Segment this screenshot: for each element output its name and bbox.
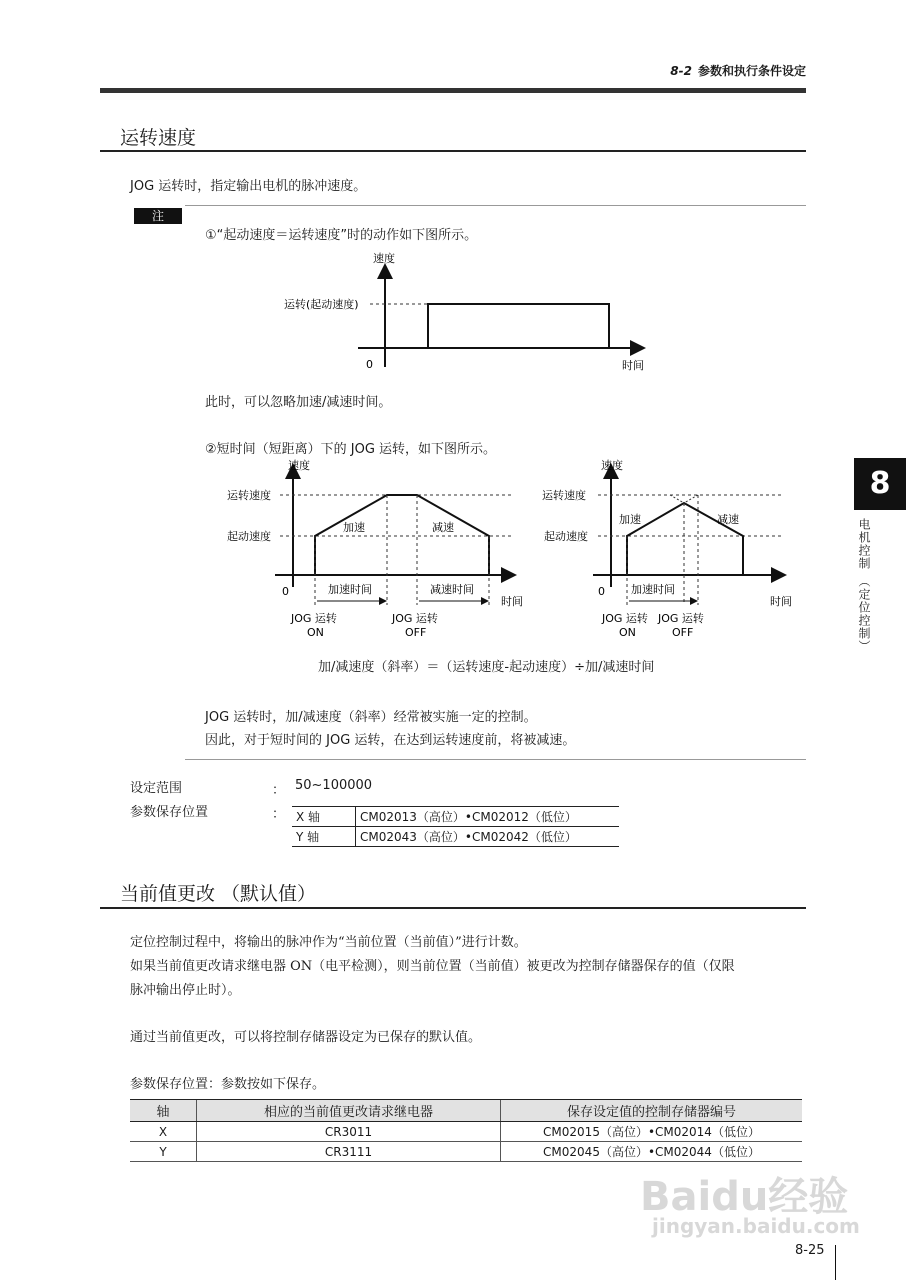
memory-cell: CM02045（高位）•CM02044（低位）	[501, 1142, 803, 1162]
note-bottom-rule	[185, 759, 806, 760]
diagram-trapezoid-profile	[225, 455, 535, 645]
origin-label: 0	[598, 585, 605, 598]
axis-cell: Y 轴	[292, 827, 356, 847]
section-rule	[100, 907, 806, 909]
section-rule	[100, 150, 806, 152]
slope-formula: 加/减速度（斜率）＝（运转速度-起动速度）÷加/减速时间	[318, 660, 655, 675]
accel-time-label: 加速时间	[631, 583, 675, 596]
x-axis-label: 时间	[501, 595, 523, 608]
chapter-tab	[854, 458, 906, 510]
accel-extension	[670, 495, 684, 503]
range-colon: ：	[272, 783, 286, 798]
level-label: 运转(起动速度)	[284, 298, 359, 311]
preset-para-2b: 脉冲输出停止时）。	[130, 983, 241, 998]
start-speed-label: 起动速度	[544, 530, 588, 543]
y-axis-label: 速度	[373, 252, 395, 265]
jog-off-state: OFF	[672, 626, 694, 639]
origin-label: 0	[366, 358, 373, 371]
table-header-row	[130, 1100, 802, 1122]
decel-label: 减速	[717, 513, 739, 526]
preset-para-4: 参数保存位置：参数按如下保存。	[130, 1077, 326, 1092]
section-intro: JOG 运转时，指定输出电机的脉冲速度。	[130, 179, 367, 194]
store-label: 参数保存位置	[130, 805, 209, 820]
preset-para-3: 通过当前值更改，可以将控制存储器设定为已保存的默认值。	[130, 1030, 482, 1045]
start-speed-label: 起动速度	[227, 530, 271, 543]
origin-label: 0	[282, 585, 289, 598]
y-axis-label: 速度	[601, 459, 623, 472]
accel-label: 加速	[343, 521, 365, 534]
address-cell: CM02013（高位）•CM02012（低位）	[356, 807, 620, 827]
x-axis-label: 时间	[770, 595, 792, 608]
para-short-jog: 因此，对于短时间的 JOG 运转，在达到运转速度前，将被减速。	[205, 733, 576, 748]
table-row	[292, 807, 619, 827]
header-section-title: 参数和执行条件设定	[697, 64, 806, 78]
accel-label: 加速	[619, 513, 641, 526]
note-item-2: ②短时间（短距离）下的 JOG 运转，如下图所示。	[205, 442, 497, 457]
chapter-number: 8	[869, 466, 891, 501]
run-speed-label: 运转速度	[542, 489, 586, 502]
store-colon: ：	[272, 807, 286, 822]
running-header	[670, 62, 806, 79]
run-speed-label: 运转速度	[227, 489, 271, 502]
axis-cell: Y	[130, 1142, 197, 1162]
jog-on-state: ON	[619, 626, 636, 639]
param-store-table	[292, 806, 619, 847]
jog-off-label: JOG 运转	[392, 612, 438, 625]
speed-profile	[428, 304, 609, 348]
diagram-constant-speed	[270, 245, 670, 380]
chapter-title: 电机控制 （定位控制）	[857, 518, 871, 653]
decel-time-label: 减速时间	[430, 583, 474, 596]
accel-time-label: 加速时间	[328, 583, 372, 596]
jog-off-label: JOG 运转	[658, 612, 704, 625]
col-header-relay: 相应的当前值更改请求继电器	[197, 1100, 501, 1122]
jog-on-label: JOG 运转	[291, 612, 337, 625]
relay-cell: CR3011	[197, 1122, 501, 1142]
col-header-memory: 保存设定值的控制存储器编号	[501, 1100, 803, 1122]
decel-extension	[684, 495, 698, 503]
note-after-1: 此时，可以忽略加速/减速时间。	[205, 395, 392, 410]
para-slope-control: JOG 运转时，加/减速度（斜率）经常被实施一定的控制。	[205, 710, 537, 725]
axis-cell: X 轴	[292, 807, 356, 827]
diagram-short-jog-profile	[538, 455, 800, 645]
speed-profile	[315, 495, 489, 575]
footer-rule	[835, 1245, 836, 1280]
note-item-1: ①“起动速度＝运转速度”时的动作如下图所示。	[205, 228, 478, 243]
section-title-speed: 运转速度	[120, 127, 197, 149]
section-title-preset: 当前值更改 （默认值）	[120, 883, 317, 905]
table-row	[292, 827, 619, 847]
preset-table	[130, 1099, 802, 1162]
range-label: 设定范围	[130, 781, 183, 796]
jog-on-state: ON	[307, 626, 324, 639]
jog-on-label: JOG 运转	[602, 612, 648, 625]
watermark-url: jingyan.baidu.com	[652, 1214, 860, 1238]
memory-cell: CM02015（高位）•CM02014（低位）	[501, 1122, 803, 1142]
decel-label: 减速	[432, 521, 454, 534]
y-axis-label: 速度	[288, 459, 310, 472]
note-top-rule	[185, 205, 806, 206]
preset-para-1: 定位控制过程中，将输出的脉冲作为“当前位置（当前值）”进行计数。	[130, 935, 527, 950]
axis-cell: X	[130, 1122, 197, 1142]
range-value: 50~100000	[295, 778, 373, 793]
note-badge: 注	[134, 208, 182, 224]
col-header-axis: 轴	[130, 1100, 197, 1122]
relay-cell: CR3111	[197, 1142, 501, 1162]
table-row	[130, 1142, 802, 1162]
header-rule	[100, 88, 806, 93]
address-cell: CM02043（高位）•CM02042（低位）	[356, 827, 620, 847]
page-number: 8-25	[795, 1243, 825, 1258]
watermark-logo: Baidu经验	[640, 1174, 849, 1220]
header-section-number: 8-2	[670, 64, 692, 78]
preset-para-2a: 如果当前值更改请求继电器 ON（电平检测），则当前位置（当前值）被更改为控制存储器保存的值（仅限	[130, 959, 735, 974]
table-row	[130, 1122, 802, 1142]
x-axis-label: 时间	[622, 359, 644, 372]
jog-off-state: OFF	[405, 626, 427, 639]
